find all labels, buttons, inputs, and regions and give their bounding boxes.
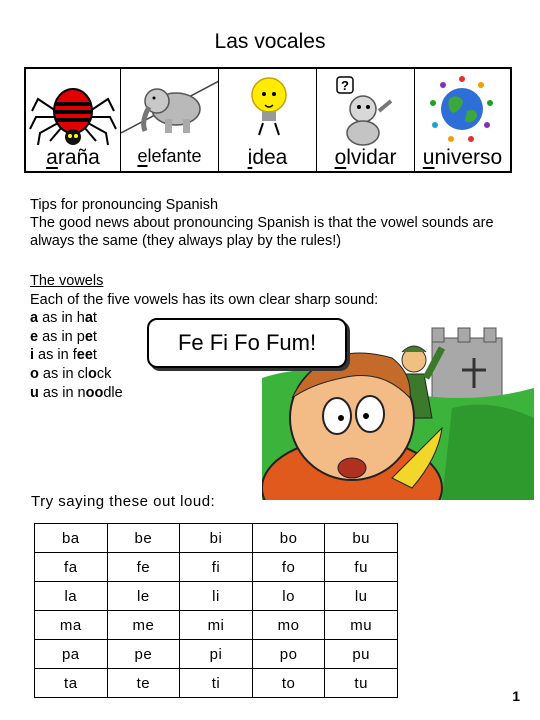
table-row [35, 611, 398, 640]
vowel-line-o: o as in clock [30, 365, 112, 382]
syllable-cell: ma [35, 611, 108, 640]
table-row [35, 553, 398, 582]
syllable-cell: fu [325, 553, 398, 582]
syllable-cell: pe [107, 640, 180, 669]
elephant-icon [121, 71, 219, 149]
syllable-cell: ba [35, 524, 108, 553]
syllable-cell: po [252, 640, 325, 669]
vowel-picture-strip [24, 67, 512, 173]
syllable-cell: be [107, 524, 180, 553]
syllable-cell: mu [325, 611, 398, 640]
vowel-line-e: e as in pet [30, 328, 97, 345]
table-row [35, 640, 398, 669]
vowels-heading: The vowels [30, 273, 104, 289]
syllable-cell: la [35, 582, 108, 611]
speech-bubble: Fe Fi Fo Fum! [147, 318, 347, 368]
syllable-table [34, 523, 398, 698]
table-row [35, 669, 398, 698]
syllable-cell: mo [252, 611, 325, 640]
vowel-cell-u [415, 69, 510, 171]
word-elefante: elefante [137, 146, 202, 166]
syllable-cell: me [107, 611, 180, 640]
practice-label: Try saying these out loud: [31, 493, 216, 510]
syllable-cell: pu [325, 640, 398, 669]
svg-text:?: ? [341, 78, 349, 93]
vowel-cell-o [317, 69, 415, 171]
tips-section [30, 196, 500, 250]
table-row [35, 582, 398, 611]
table-row [35, 524, 398, 553]
vowel-line-u: u as in noodle [30, 384, 123, 401]
tips-heading: Tips for pronouncing Spanish [30, 197, 219, 213]
syllable-cell: ta [35, 669, 108, 698]
page-title: Las vocales [214, 30, 326, 53]
lightbulb-icon [219, 71, 317, 149]
word-olvidar: olvidar [334, 146, 397, 169]
syllable-cell: tu [325, 669, 398, 698]
confused-person-icon [317, 71, 415, 149]
vowel-line-a: a as in hat [30, 310, 97, 327]
vowel-cell-i [219, 69, 317, 171]
word-idea: idea [247, 146, 288, 169]
syllable-cell: te [107, 669, 180, 698]
page-number: 1 [512, 688, 520, 704]
syllable-cell: fa [35, 553, 108, 582]
syllable-cell: fo [252, 553, 325, 582]
vowel-line-i: i as in feet [30, 347, 97, 364]
syllable-cell: mi [180, 611, 253, 640]
syllable-cell: pa [35, 640, 108, 669]
syllable-cell: fi [180, 553, 253, 582]
globe-people-icon [415, 71, 510, 149]
syllable-cell: pi [180, 640, 253, 669]
syllable-cell: bo [252, 524, 325, 553]
word-arana: araña [46, 146, 100, 169]
syllable-cell: fe [107, 553, 180, 582]
syllable-cell: le [107, 582, 180, 611]
syllable-cell: lu [325, 582, 398, 611]
syllable-cell: bu [325, 524, 398, 553]
vowel-cell-e [121, 69, 219, 171]
spider-icon [26, 71, 121, 149]
syllable-cell: bi [180, 524, 253, 553]
syllable-cell: to [252, 669, 325, 698]
word-universo: universo [422, 146, 503, 169]
syllable-cell: lo [252, 582, 325, 611]
syllable-cell: li [180, 582, 253, 611]
syllable-cell: ti [180, 669, 253, 698]
tips-body: The good news about pronouncing Spanish is that the vowel sounds are always the same (they always play by the rules!) [30, 215, 494, 249]
vowel-cell-a [26, 69, 121, 171]
vowels-intro: Each of the five vowels has its own clear sharp sound: [30, 291, 379, 308]
